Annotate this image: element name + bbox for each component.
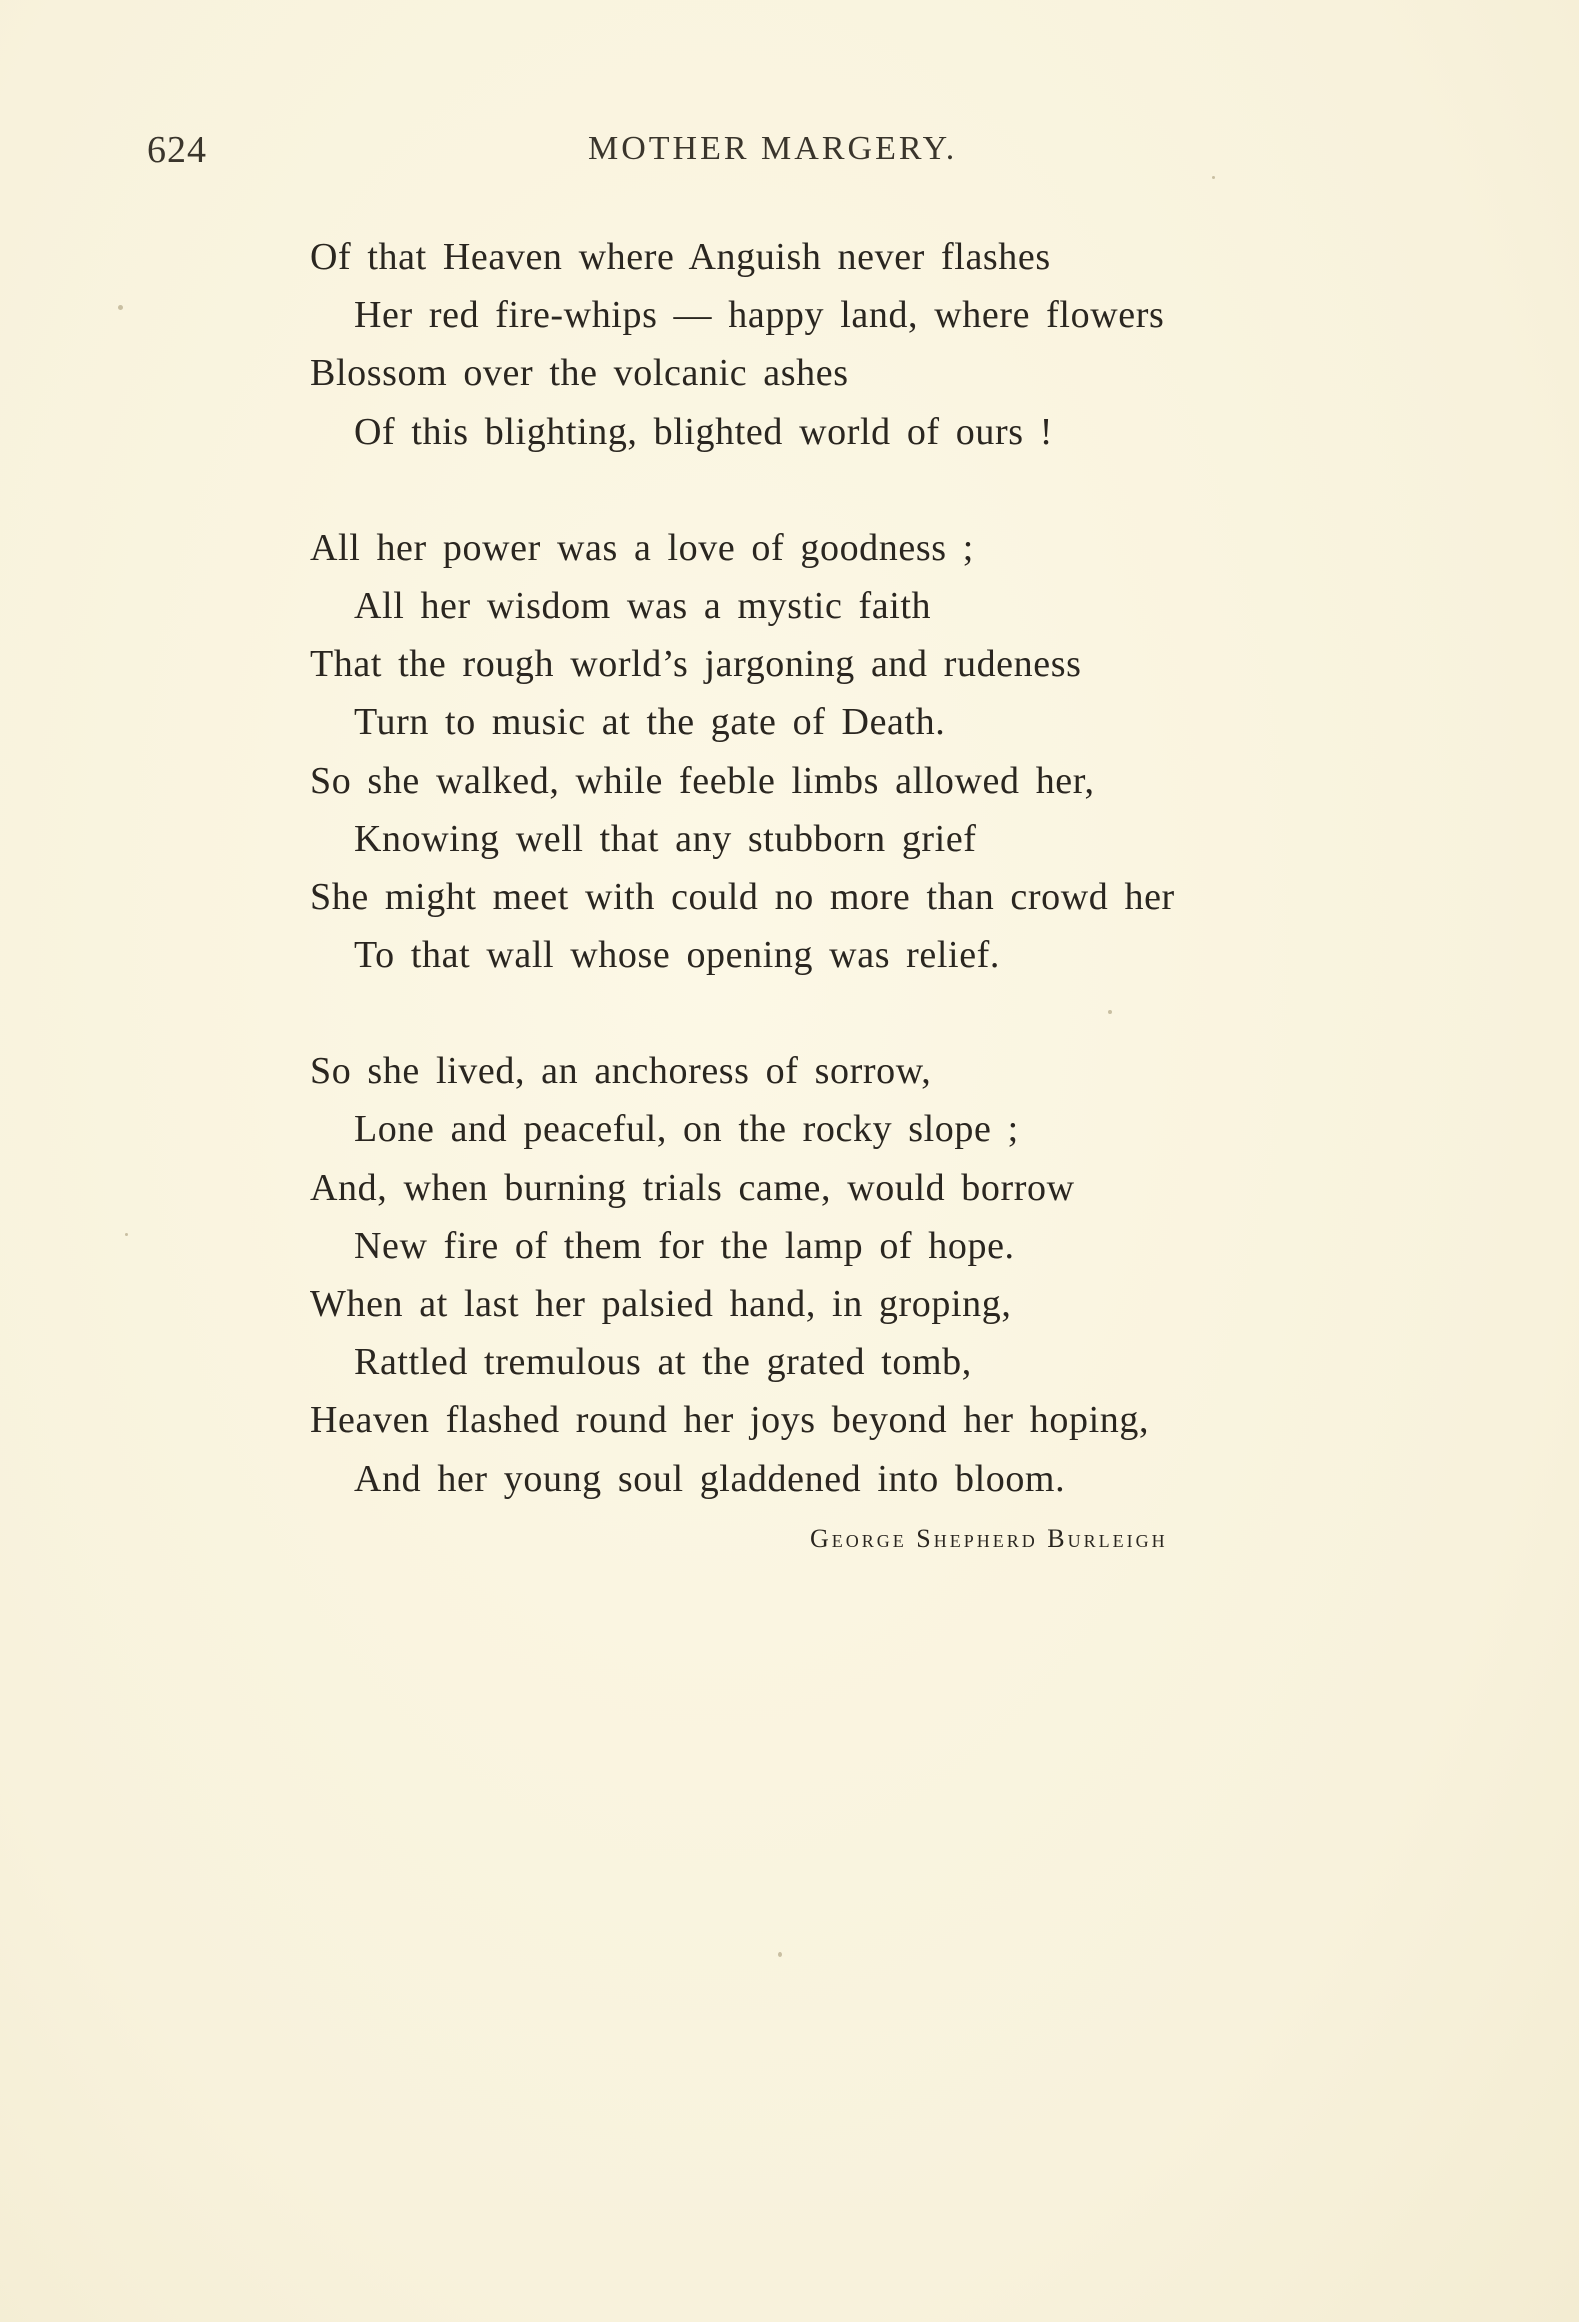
poem-line: Heaven flashed round her joys beyond her hoping, <box>310 1399 1150 1442</box>
stanza <box>310 228 1370 461</box>
poem-line: Of that Heaven where Anguish never flashes <box>310 236 1051 278</box>
poem-line: When at last her palsied hand, in groping, <box>310 1283 1012 1325</box>
paper-speck <box>1212 176 1215 179</box>
stanza <box>310 519 1370 985</box>
poem-line: All her power was a love of goodness ; <box>310 526 974 569</box>
running-title: MOTHER MARGERY. <box>588 130 958 167</box>
poem-line: Her red fire-whips — happy land, where flowers <box>354 294 1165 337</box>
poem-line: Rattled tremulous at the grated tomb, <box>354 1341 972 1384</box>
stanza <box>310 1042 1370 1508</box>
poem-line: Blossom over the volcanic ashes <box>310 352 849 395</box>
poem-line: To that wall whose opening was relief. <box>354 934 1001 977</box>
poem-attribution: George Shepherd Burleigh <box>810 1524 1168 1553</box>
poem-line: And, when burning trials came, would borrow <box>310 1166 1075 1209</box>
paper-speck <box>118 305 123 310</box>
poem-line: Turn to music at the gate of Death. <box>354 701 946 744</box>
poem-line: And her young soul gladdened into bloom. <box>354 1457 1066 1500</box>
poem-line: All her wisdom was a mystic faith <box>354 584 932 627</box>
paper-speck <box>125 1233 128 1236</box>
page-number: 624 <box>147 129 207 171</box>
poem-line: That the rough world’s jargoning and rudeness <box>310 643 1082 686</box>
poem-body <box>310 228 1370 1566</box>
paper-speck <box>1108 1010 1112 1014</box>
poem-line: New fire of them for the lamp of hope. <box>354 1224 1015 1267</box>
paper-speck <box>778 1952 782 1957</box>
poem-line: So she lived, an anchoress of sorrow, <box>310 1050 932 1093</box>
poem-line: Knowing well that any stubborn grief <box>354 817 977 860</box>
poem-line: So she walked, while feeble limbs allowed her, <box>310 759 1095 802</box>
poem-line: Of this blighting, blighted world of ours ! <box>354 410 1053 453</box>
poem-line: She might meet with could no more than crowd her <box>310 875 1175 918</box>
poem-line: Lone and peaceful, on the rocky slope ; <box>354 1108 1019 1151</box>
